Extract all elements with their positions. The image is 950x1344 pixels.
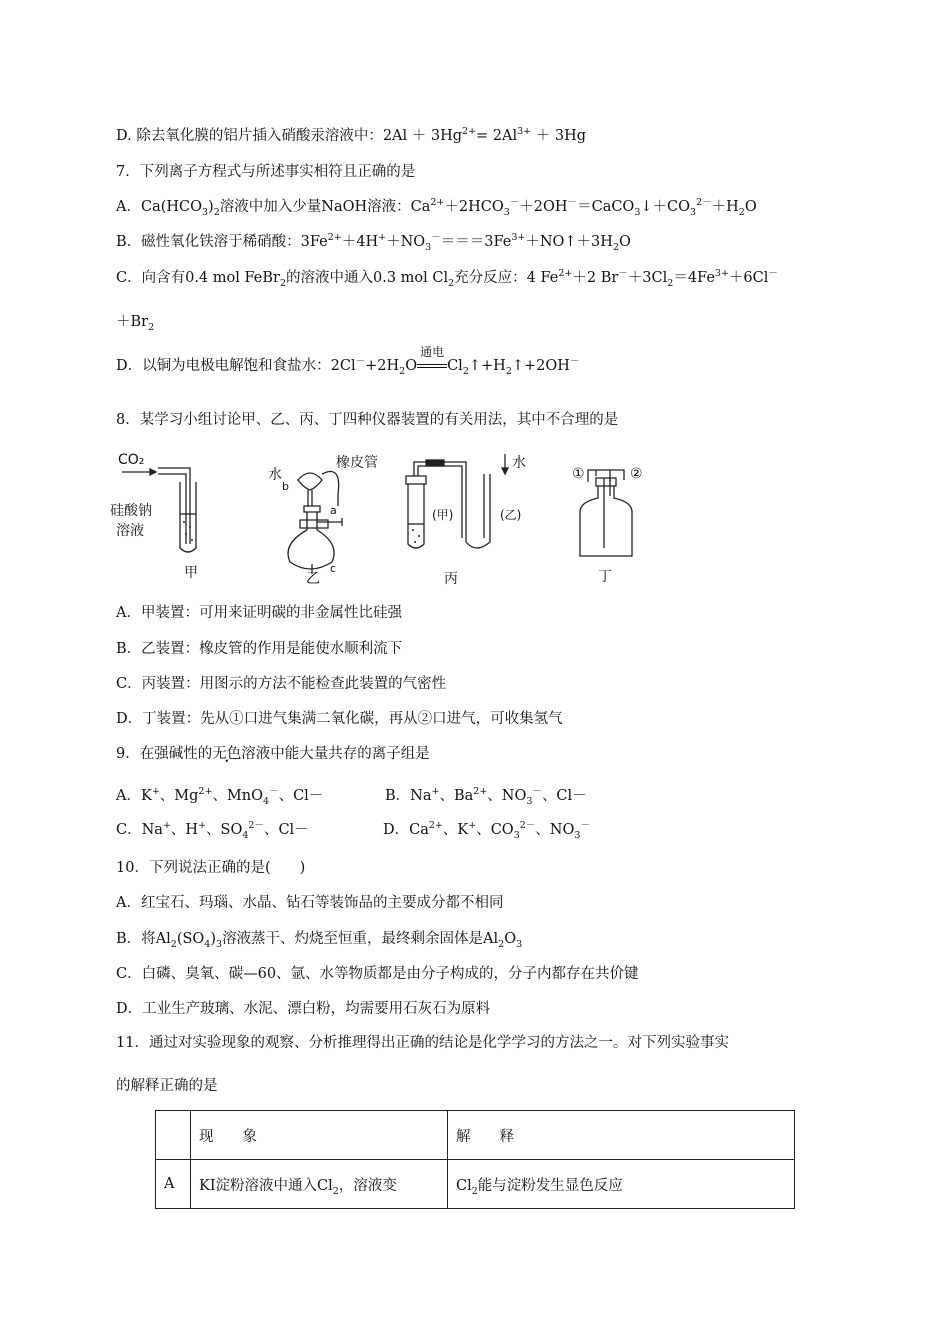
q11-stem-line1: 11．通过对实验现象的观察、分析推理得出正确的结论是化学学习的方法之一。对下列实验事实 xyxy=(116,1035,729,1051)
label-water-yi: 水 xyxy=(268,467,282,483)
table-row xyxy=(156,1160,795,1209)
q10-option-b: B．将$Al_2(SO_4)_3$溶液蒸干、灼烧至恒重，最终剩余固体是$Al_2O_3$ xyxy=(116,931,523,950)
q10-option-a: A．红宝石、玛瑙、水晶、钻石等装饰品的主要成分都不相同 xyxy=(116,895,504,911)
caption-ding: 丁 xyxy=(598,569,612,585)
label-port-2: ② xyxy=(630,466,643,482)
row-phenomenon: KI淀粉溶液中通入$Cl_2$，溶液变 xyxy=(191,1160,448,1209)
q8-stem: 8．某学习小组讨论甲、乙、丙、丁四种仪器装置的有关用法，其中不合理的是 xyxy=(116,412,619,428)
q9-option-c: C．Na+、H+、$SO_4^{2-}$、Cl－ xyxy=(116,820,309,841)
caption-jia: 甲 xyxy=(184,565,198,581)
q10-option-d: D．工业生产玻璃、水泥、漂白粉，均需要用石灰石为原料 xyxy=(116,1001,491,1017)
q6-option-d: D. 除去氧化膜的铝片插入硝酸汞溶液中：$2Al + 3Hg^{2+}= 2Al^{3+} + 3Hg$ xyxy=(116,126,587,144)
q7-option-c: C．向含有0.4 mol FeBr$_2$的溶液中通入0.3 mol $Cl_2$充分反应：4 $Fe^{2+}+2$ $Br^-+3Cl_2=4Fe^{3+}+6Cl^-$ xyxy=(116,268,778,289)
apparatus-figure xyxy=(110,452,670,592)
label-a: a xyxy=(330,504,337,517)
q8-option-c: C．丙装置：用图示的方法不能检查此装置的气密性 xyxy=(116,676,447,692)
q8-option-d: D．丁装置：先从①口进气集满二氧化碳，再从②口进气，可收集氢气 xyxy=(116,711,563,727)
table-header-row xyxy=(156,1111,795,1160)
row-explanation: $Cl_2$能与淀粉发生显色反应 xyxy=(448,1160,795,1209)
caption-bing: 丙 xyxy=(444,571,458,587)
label-port-1: ① xyxy=(572,466,585,482)
caption-yi: 乙 xyxy=(306,571,320,587)
electrolysis-arrow: 通电 xyxy=(417,356,447,376)
q7-stem: 7．下列离子方程式与所述事实相符且正确的是 xyxy=(116,164,416,180)
q8-option-b: B．乙装置：橡皮管的作用是能使水顺利流下 xyxy=(116,641,403,657)
q7-option-a: A．$Ca(HCO_3)_2$溶液中加入少量NaOH溶液：$Ca^{2+}+2HCO_3^-+2OH^-=CaCO_3↓+CO_3^{2-}+H_2O$ xyxy=(116,197,757,218)
q11-stem-line2: 的解释正确的是 xyxy=(116,1078,218,1094)
q9-option-a: A．K+、$Mg^{2+}$、MnO$_4$－、Cl－ xyxy=(116,786,324,807)
q7-option-c-cont: $+Br_2$ xyxy=(116,314,155,333)
co2-label: CO₂ xyxy=(118,452,145,468)
row-label: A xyxy=(156,1160,191,1209)
label-c: c xyxy=(330,562,337,575)
table-header-phenomenon: 现 象 xyxy=(191,1111,448,1160)
na2sio3-label-2: 溶液 xyxy=(116,523,144,539)
label-water-bing: 水 xyxy=(512,455,526,471)
table-header-blank xyxy=(156,1111,191,1160)
q8-option-a: A．甲装置：可用来证明碳的非金属性比硅强 xyxy=(116,605,402,621)
q9-option-d: D．$Ca^{2+}$、K+、$CO_3^{2-}$、$NO_3^-$ xyxy=(383,820,590,841)
q11-table xyxy=(155,1110,795,1209)
q10-option-c: C．白磷、臭氧、碳—60、氩、水等物质都是由分子构成的，分子内都存在共价键 xyxy=(116,966,639,982)
label-rubber-tube: 橡皮管 xyxy=(336,455,378,471)
label-yi-tube: (乙) xyxy=(500,508,522,522)
label-jia-tube: (甲) xyxy=(432,508,454,522)
q10-stem: 10．下列说法正确的是( ) xyxy=(116,860,306,876)
na2sio3-label-1: 硅酸钠 xyxy=(110,503,152,519)
q9-stem: 9．在强碱性的无色溶液中能大量共存的离子组是 xyxy=(116,746,430,762)
table-header-explanation: 解 释 xyxy=(448,1111,795,1160)
q7-option-d: D．以铜为电极电解饱和食盐水：$2Cl^-+2H_2O$ 通电 $Cl_2↑+H_2↑+2OH^-$ xyxy=(116,345,580,377)
q7-option-b: B．磁性氧化铁溶于稀硝酸：$3Fe^{2+}+4H^++NO_3^-===3Fe^{3+}+NO↑+3H_2O$ xyxy=(116,232,631,253)
q9-option-b: B．Na+、$Ba^{2+}$、$NO_3^-$、Cl－ xyxy=(385,786,587,807)
label-b: b xyxy=(282,480,289,493)
